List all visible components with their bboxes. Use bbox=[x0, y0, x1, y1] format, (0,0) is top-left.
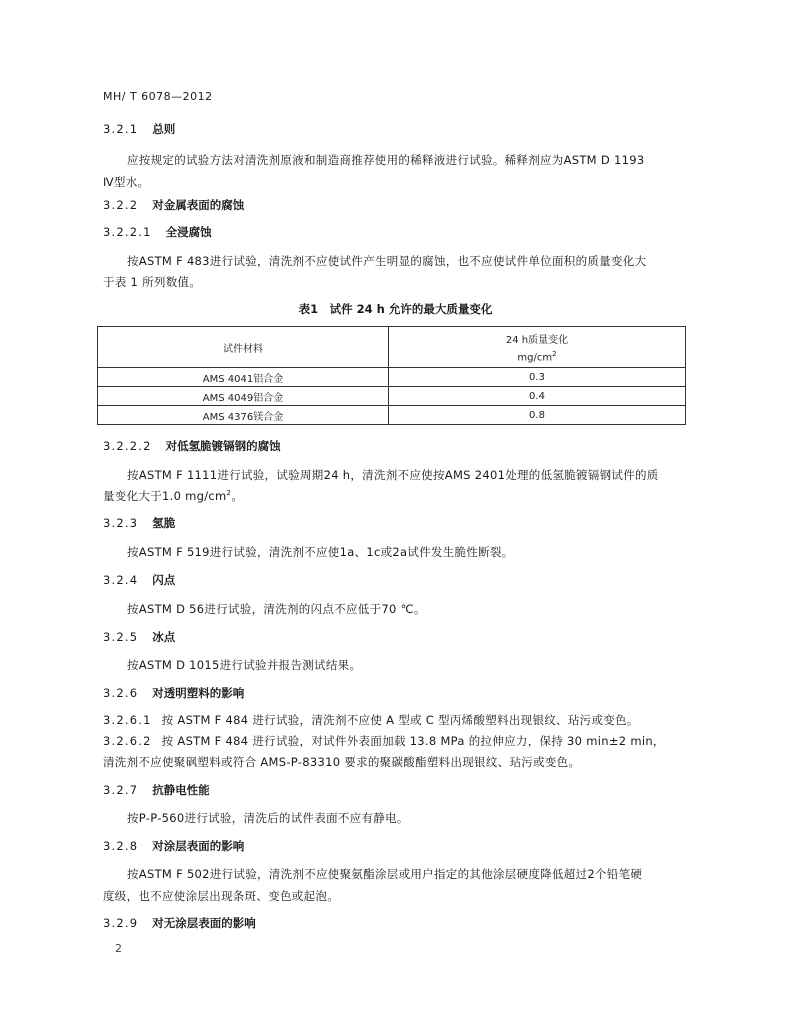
section-number: 3.2.6.1 bbox=[103, 713, 152, 727]
section-number: 3.2.2.1 bbox=[103, 225, 152, 239]
page-number: 2 bbox=[115, 942, 122, 955]
section-number: 3.2.6.2 bbox=[103, 734, 152, 748]
table-row bbox=[98, 368, 686, 387]
paragraph: 按ASTM F 483进行试验，清洗剂不应使试件产生明显的腐蚀，也不应使试件单位面积的质量变化大 bbox=[127, 254, 647, 268]
section-title: 冰点 bbox=[152, 630, 176, 644]
cell-value: 0.8 bbox=[389, 406, 686, 425]
header-unit: $mg/cm^2$ bbox=[517, 349, 557, 364]
section-title: 闪点 bbox=[152, 573, 176, 587]
section-title: 对金属表面的腐蚀 bbox=[152, 198, 245, 212]
paragraph: 度级，也不应使涂层出现条斑、变色或起泡。 bbox=[103, 889, 339, 903]
section-number: 3.2.2.2 bbox=[103, 439, 152, 453]
section-heading-3-2-4 bbox=[103, 572, 175, 588]
section-number: 3.2.9 bbox=[103, 916, 139, 930]
section-heading-3-2-2-2 bbox=[103, 438, 281, 454]
paragraph: 清洗剂不应使聚砜塑料或符合 AMS-P-83310 要求的聚碳酸酯塑料出现银纹、玷污或变色。 bbox=[103, 755, 581, 769]
section-title: 氢脆 bbox=[152, 516, 176, 530]
section-number: 3.2.3 bbox=[103, 516, 139, 530]
cell-material: AMS 4376镁合金 bbox=[98, 406, 389, 425]
clause-text: 按 ASTM F 484 进行试验，对试件外表面加载 13.8 MPa 的拉伸应力，保持 30 min±2 min， bbox=[161, 734, 665, 748]
paragraph: 按ASTM D 56进行试验，清洗剂的闪点不应低于70 ℃。 bbox=[127, 602, 426, 616]
paragraph: 按ASTM F 1111进行试验，试验周期24 h，清洗剂不应使按AMS 2401处理的低氢脆镀镉钢试件的质 bbox=[127, 468, 659, 482]
section-title: 对透明塑料的影响 bbox=[152, 686, 245, 700]
cell-material: AMS 4041铝合金 bbox=[98, 368, 389, 387]
cell-value: 0.3 bbox=[389, 368, 686, 387]
section-number: 3.2.7 bbox=[103, 783, 139, 797]
section-title: 总则 bbox=[152, 122, 176, 136]
section-number: 3.2.8 bbox=[103, 839, 139, 853]
cell-value: 0.4 bbox=[389, 387, 686, 406]
section-title: 全浸腐蚀 bbox=[165, 225, 212, 239]
table-caption: 表1 试件 24 h 允许的最大质量变化 bbox=[298, 302, 493, 316]
table-header-row bbox=[98, 327, 686, 368]
paragraph: 量变化大于1.0 $mg/cm^2$。 bbox=[103, 489, 244, 503]
section-title: 抗静电性能 bbox=[152, 783, 210, 797]
section-heading-3-2-9 bbox=[103, 915, 256, 931]
paragraph: 按ASTM F 519进行试验，清洗剂不应使1a、1c或2a试件发生脆性断裂。 bbox=[127, 545, 514, 559]
clause-text: 按 ASTM F 484 进行试验，清洗剂不应使 A 型或 C 型丙烯酸塑料出现银纹、玷污或变色。 bbox=[161, 713, 639, 727]
header-cell-material: 试件材料 bbox=[98, 327, 389, 368]
paragraph: 应按规定的试验方法对清洗剂原液和制造商推荐使用的稀释液进行试验。稀释剂应为ASTM D 1193 bbox=[127, 153, 645, 167]
standard-code: MH/ T 6078—2012 bbox=[103, 90, 213, 103]
paragraph: Ⅳ型水。 bbox=[103, 175, 150, 189]
section-title: 对涂层表面的影响 bbox=[152, 839, 245, 853]
paragraph: 按ASTM F 502进行试验，清洗剂不应使聚氨酯涂层或用户指定的其他涂层硬度降低超过2个铅笔硬 bbox=[127, 867, 643, 881]
section-number: 3.2.2 bbox=[103, 198, 139, 212]
section-title: 对无涂层表面的影响 bbox=[152, 916, 256, 930]
section-heading-3-2-7 bbox=[103, 782, 210, 798]
section-heading-3-2-5 bbox=[103, 629, 175, 645]
paragraph-3-2-6-1 bbox=[103, 712, 639, 728]
section-number: 3.2.6 bbox=[103, 686, 139, 700]
section-heading-3-2-8 bbox=[103, 838, 244, 854]
section-heading-3-2-3 bbox=[103, 515, 175, 531]
table-row bbox=[98, 387, 686, 406]
section-heading-3-2-6 bbox=[103, 685, 244, 701]
paragraph: 于表 1 所列数值。 bbox=[103, 275, 202, 289]
section-title: 对低氢脆镀镉钢的腐蚀 bbox=[165, 439, 281, 453]
header-cell-mass-change bbox=[389, 327, 686, 368]
paragraph: 按ASTM D 1015进行试验并报告测试结果。 bbox=[127, 658, 362, 672]
section-heading-3-2-1 bbox=[103, 121, 175, 137]
section-number: 3.2.5 bbox=[103, 630, 139, 644]
section-heading-3-2-2 bbox=[103, 197, 244, 213]
section-number: 3.2.1 bbox=[103, 122, 139, 136]
paragraph: 按P-P-560进行试验，清洗后的试件表面不应有静电。 bbox=[127, 811, 409, 825]
mass-change-table bbox=[97, 326, 686, 425]
cell-material: AMS 4049铝合金 bbox=[98, 387, 389, 406]
section-number: 3.2.4 bbox=[103, 573, 139, 587]
header-mass-change-label: 24 h质量变化 bbox=[505, 334, 569, 346]
paragraph-3-2-6-2 bbox=[103, 733, 665, 749]
section-heading-3-2-2-1 bbox=[103, 224, 212, 240]
table-row bbox=[98, 406, 686, 425]
